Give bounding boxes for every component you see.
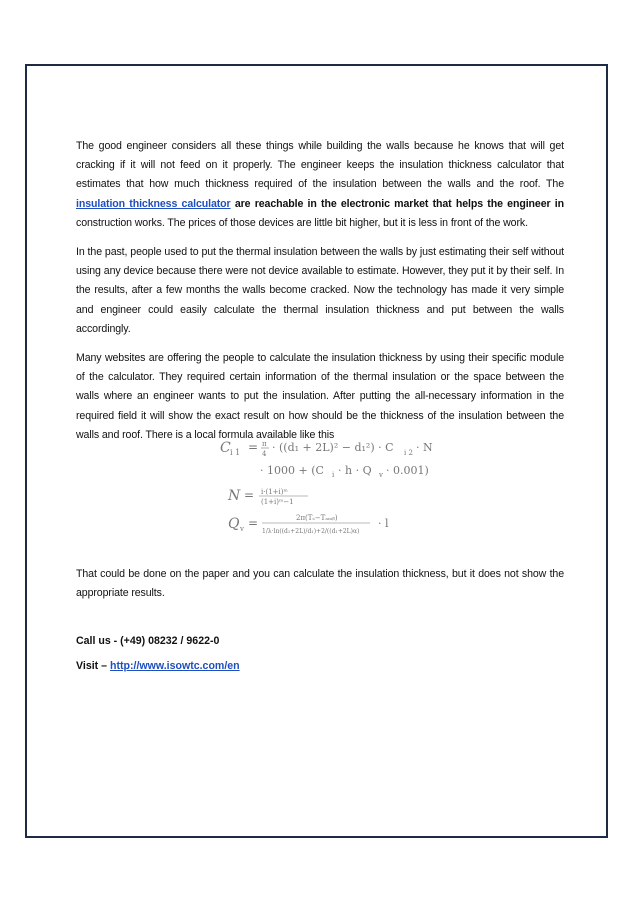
svg-text:(1+i)ᵐ−1: (1+i)ᵐ−1 <box>261 498 294 506</box>
paragraph-2: In the past, people used to put the thermal insulation between the walls by just estimating their self without using any device because there were not device available to estimate. However, they put it by their self. In the results, after a few months the walls become cracked. Now the technology has made it very simple and engineer could easily calculate the thermal insulation thickness and put between the walls accordingly. <box>76 246 564 335</box>
svg-text:2π(Tₛ−Tₐₘᵦ): 2π(Tₛ−Tₐₘᵦ) <box>296 514 338 522</box>
document-body <box>76 137 564 455</box>
visit-line <box>76 657 240 676</box>
svg-text:· l: · l <box>378 517 389 530</box>
svg-text:=: = <box>248 440 259 454</box>
svg-text:· N: · N <box>416 441 433 454</box>
paragraph-1-tail: construction works. The prices of those devices are little bit higher, but it is less in front of the work. <box>76 216 528 229</box>
svg-text:i 2: i 2 <box>404 449 413 457</box>
svg-text:· 1000 + (C: · 1000 + (C <box>260 464 324 477</box>
svg-text:1/λ·ln((d₁+2L)/d₁)+2/((d₁+2L)α: 1/λ·ln((d₁+2L)/d₁)+2/((d₁+2L)α) <box>262 528 360 535</box>
svg-text:=: = <box>244 488 255 502</box>
svg-text:i·(1+i)ᵐ: i·(1+i)ᵐ <box>261 488 288 496</box>
svg-text:=: = <box>248 516 259 530</box>
website-link[interactable]: http://www.isowtc.com/en <box>109 660 240 672</box>
svg-text:π: π <box>262 440 267 448</box>
svg-text:· ((d₁ + 2L)² − d₁²) · C: · ((d₁ + 2L)² − d₁²) · C <box>272 441 394 454</box>
paragraph-1-text: The good engineer considers all these things while building the walls because he knows that will get cracking if it will not feed on it properly. The engineer keeps the insulation thickness calculator that estimates that how much thickness required of the insulation between the walls and the roof. The <box>76 140 564 191</box>
svg-text:· h · Q: · h · Q <box>338 464 372 477</box>
svg-text:i: i <box>332 471 335 479</box>
paragraph-3: Many websites are offering the people to calculate the insulation thickness by using their specific module of the calculator. They required certain information of the thermal insulation or the space between the walls where an engineer wants to put the insulation. After putting the all-necessary information in the required field it will show the exact result on how should be the thickness of the insulation between the walls and roof. There is a local formula available like this <box>76 352 564 441</box>
svg-text:Q: Q <box>228 516 240 532</box>
visit-label: Visit – <box>76 660 110 672</box>
svg-text:4: 4 <box>262 450 267 458</box>
svg-text:i 1: i 1 <box>230 448 241 457</box>
insulation-formula-image <box>216 432 446 552</box>
paragraph-1 <box>76 137 564 233</box>
svg-text:v: v <box>379 471 383 479</box>
svg-text:v: v <box>240 525 244 533</box>
insulation-calculator-link[interactable]: insulation thickness calculator <box>76 197 231 210</box>
svg-text:· 0.001): · 0.001) <box>386 464 429 477</box>
call-us-line: Call us - (+49) 08232 / 9622-0 <box>76 635 220 647</box>
paragraph-1-bold-text: are reachable in the electronic market that helps the engineer in <box>230 197 564 210</box>
svg-text:N: N <box>228 488 241 504</box>
paragraph-4: That could be done on the paper and you can calculate the insulation thickness, but it does not show the appropriate results. <box>76 568 564 600</box>
svg-text:C: C <box>220 440 231 456</box>
